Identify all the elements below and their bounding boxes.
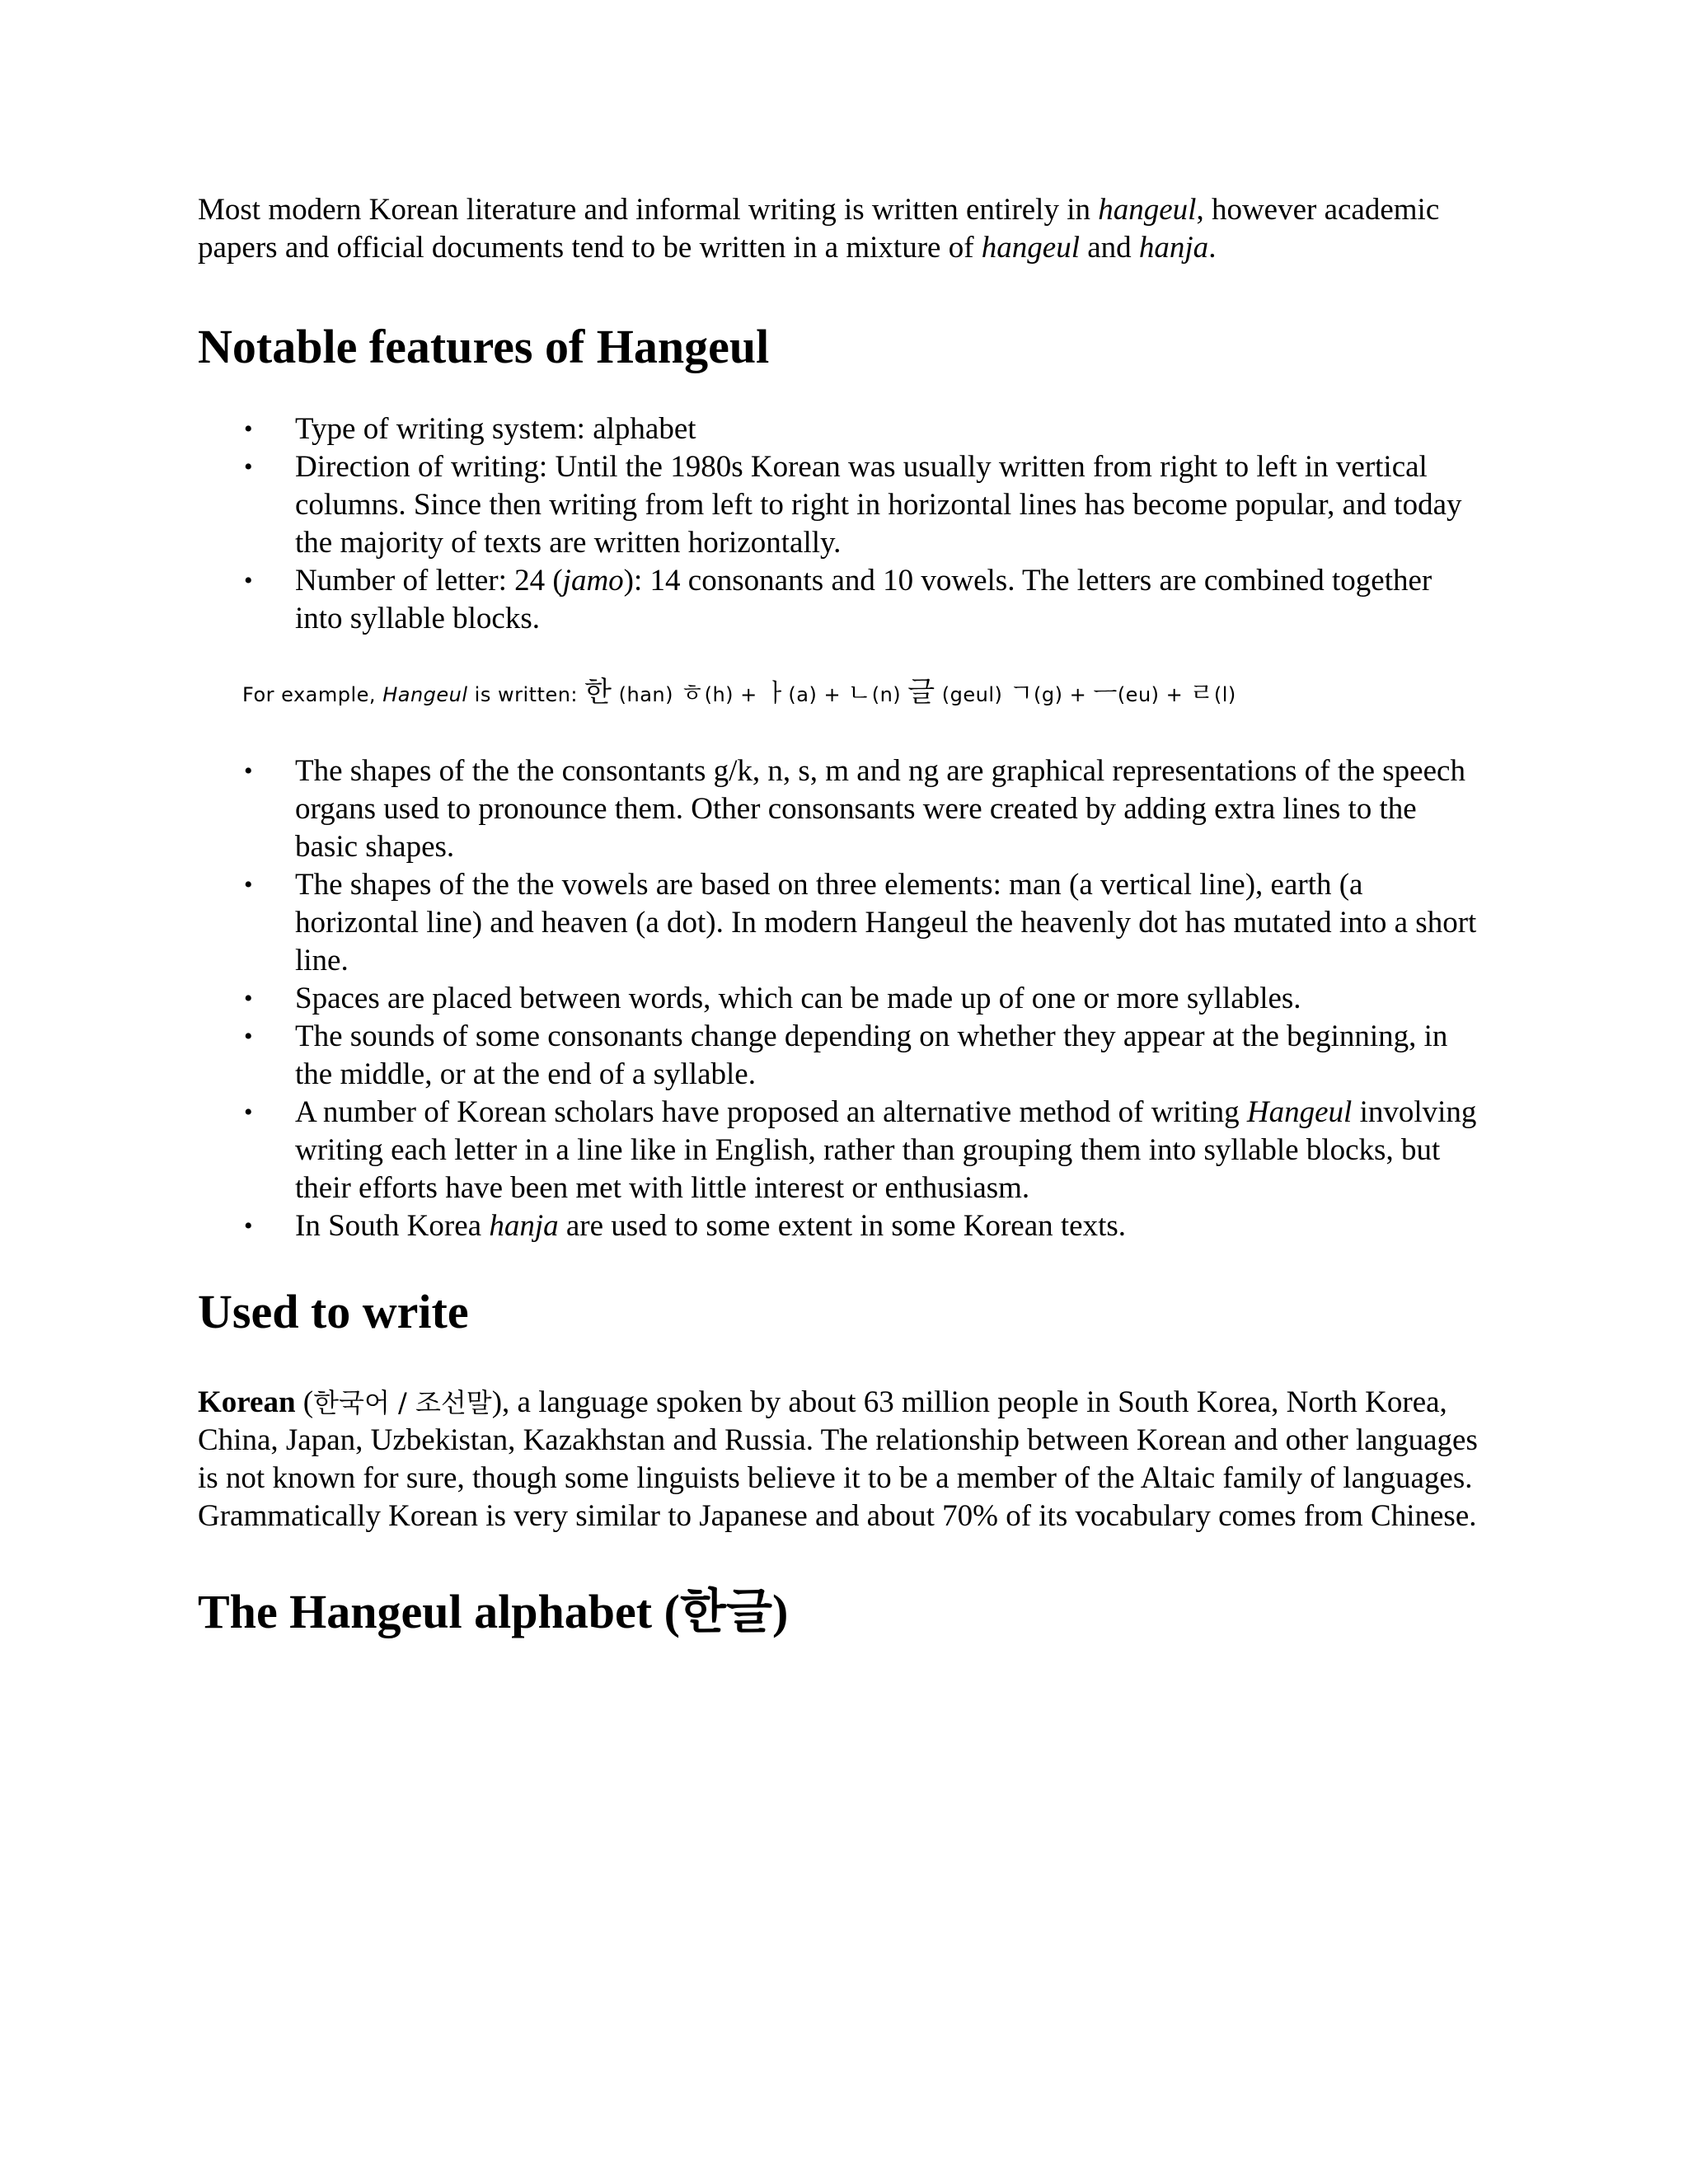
intro-term: hangeul [1098,193,1197,227]
intro-text: Most modern Korean literature and informal writing is written entirely in [198,193,1099,227]
document-page [198,191,1484,1641]
bullet-icon: • [244,1023,253,1050]
jamo-g: ㄱ [1009,679,1034,708]
intro-text: and [1079,231,1139,265]
list-item: • A number of Korean scholars have proposed an alternative method of writing Hangeul involving writing each letter in a line like in English, rather than grouping them into syllable blocks, but their efforts have been met with little interest or enthusiasm. [244,1095,1477,1205]
jamo-eu: ㅡ [1093,679,1118,708]
syllable-geul: 글 [907,676,935,709]
jamo-a: ㅏ [763,679,789,708]
bullet-icon: • [244,985,253,1012]
list-item: • Type of writing system: alphabet [198,410,1484,448]
intro-text: . [1208,231,1217,265]
features-list-bottom [198,752,1484,1245]
list-item: • Direction of writing: Until the 1980s Korean was usually written from right to left in vertical columns. Since then writing from left to right in horizontal lines has become popular, and today the majority of texts are written horizontally. [244,450,1462,560]
heading-notable-features: Notable features of Hangeul [198,320,770,373]
bullet-icon: • [244,1099,253,1126]
bullet-icon: • [244,415,253,443]
list-item: • The sounds of some consonants change depending on whether they appear at the beginning, in the middle, or at the end of a syllable. [244,1019,1448,1091]
list-item: • Spaces are placed between words, which can be made up of one or more syllables. [198,980,1484,1018]
intro-term: hangeul [981,231,1080,265]
hangeul-example-line: For example, Hangeul is written: 한 (han) ㅎ(h) + ㅏ(a) + ㄴ(n) 글 (geul) ㄱ(g) + ㅡ(eu) + ㄹ(l) [242,676,1236,709]
heading-used-to-write: Used to write [198,1285,469,1338]
heading-hangeul-alphabet: The Hangeul alphabet (한글) [198,1585,789,1638]
features-list-top [198,410,1484,638]
bullet-icon: • [244,757,253,785]
list-item: • Number of letter: 24 (jamo): 14 consonants and 10 vowels. The letters are combined together into syllable blocks. [244,564,1432,635]
jamo-l: ㄹ [1189,679,1214,708]
jamo-n: ㄴ [847,679,872,708]
bullet-icon: • [244,1212,253,1240]
list-item: • The shapes of the the consontants g/k, n, s, m and ng are graphical representations of the speech organs used to pronounce them. Other consonsants were created by adding extra lines to the basic shapes. [244,754,1465,864]
list-item: • In South Korea hanja are used to some extent in some Korean texts. [198,1207,1484,1245]
list-item: • The shapes of the the vowels are based on three elements: man (a vertical line), earth (a horizontal line) and heaven (a dot). In modern Hangeul the heavenly dot has mutated into a short line. [244,868,1477,977]
hangeul-word: 한글 [679,1585,772,1638]
korean-names: 한국어 / 조선말 [313,1387,492,1418]
jamo-h: ㅎ [680,679,705,708]
intro-text: , however academic papers and official documents tend to be written in a mixture of [198,193,1440,265]
bullet-icon: • [244,871,253,898]
intro-paragraph [198,191,1484,267]
intro-term: hanja [1138,231,1209,265]
bullet-icon: • [244,453,253,480]
bullet-icon: • [244,567,253,594]
korean-paragraph: Korean (한국어 / 조선말), a language spoken by about 63 million people in South Korea, North Korea, China, Japan, Uzbekistan, Kazakhstan and Russia. The relationship between Korean and other languages is not known for sure, though some linguists believe it to be a member of the Altaic family of languages. Grammatically Korean is very similar to Japanese and about 70% of its vocabulary comes from Chinese. [198,1385,1478,1533]
syllable-han: 한 [584,676,612,709]
